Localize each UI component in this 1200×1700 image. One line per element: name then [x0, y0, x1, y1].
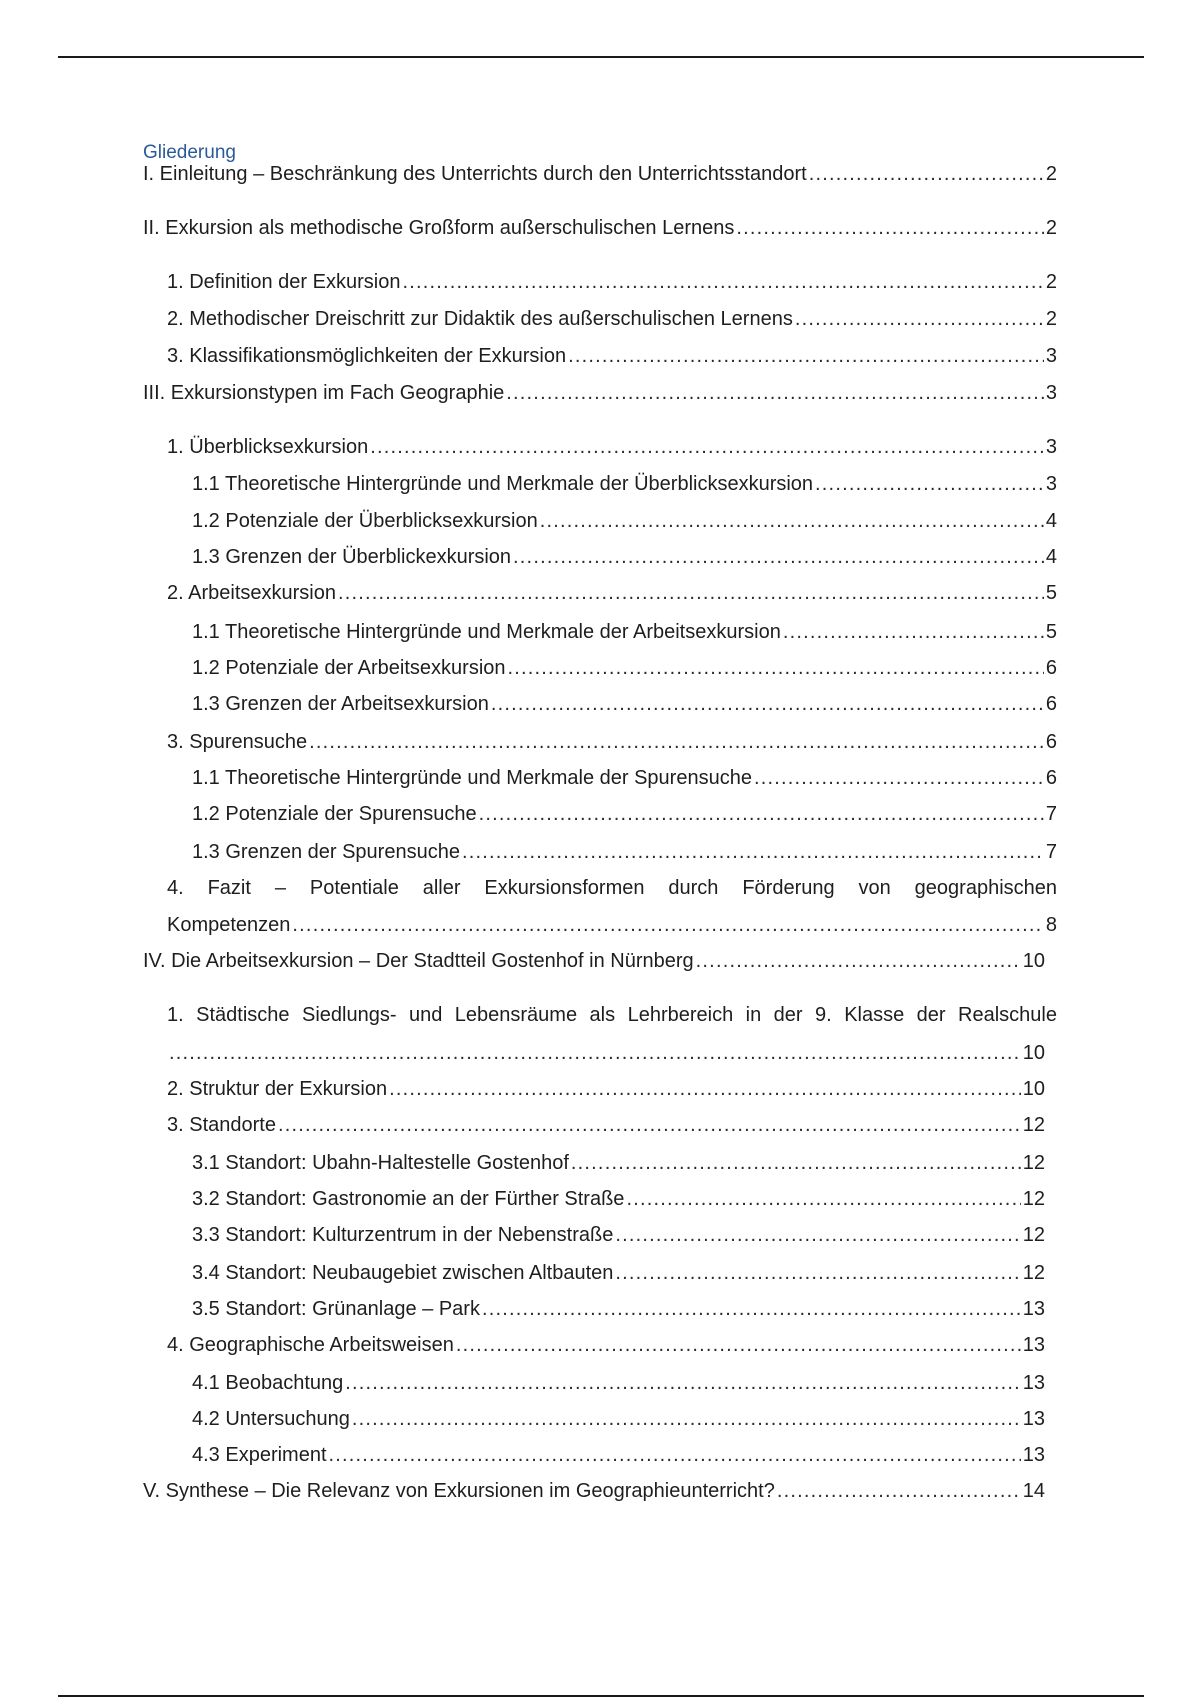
- toc-entry[interactable]: 1.1 Theoretische Hintergründe und Merkmale der Arbeitsexkursion ..... 5: [143, 617, 1057, 647]
- dot-leader: [615, 1220, 1020, 1250]
- toc-entry[interactable]: 4.3 Experiment ..... 13: [143, 1440, 1045, 1470]
- toc-entry[interactable]: V. Synthese – Die Relevanz von Exkursionen im Geographieunterricht? ..... 14: [143, 1476, 1045, 1506]
- dot-leader: [795, 304, 1044, 334]
- page-number: 13: [1022, 1408, 1045, 1430]
- toc-title: Gliederung: [143, 142, 236, 163]
- toc-entry[interactable]: 2. Arbeitsexkursion ..... 5: [143, 578, 1057, 608]
- page-number: 14: [1022, 1480, 1045, 1502]
- page-number: 2: [1045, 271, 1057, 293]
- toc-entry[interactable]: 3. Spurensuche ..... 6: [143, 727, 1057, 757]
- toc-entry[interactable]: 1.1 Theoretische Hintergründe und Merkmale der Spurensuche ..... 6: [143, 763, 1057, 793]
- toc-entry-line1[interactable]: 4. Fazit – Potentiale aller Exkursionsformen durch Förderung von geographischen: [167, 877, 1057, 899]
- toc-entry[interactable]: 3.1 Standort: Ubahn-Haltestelle Gostenhof ..... 12: [143, 1148, 1045, 1178]
- page-number: 7: [1045, 841, 1057, 863]
- dot-leader: [370, 432, 1044, 462]
- page-number: 6: [1045, 731, 1057, 753]
- dot-leader: [169, 1038, 1021, 1068]
- toc-entry[interactable]: 3.4 Standort: Neubaugebiet zwischen Altbauten ..... 12: [143, 1258, 1045, 1288]
- page-number: 10: [1022, 1078, 1045, 1100]
- dot-leader: [491, 689, 1044, 719]
- toc-entry[interactable]: 3. Klassifikationsmöglichkeiten der Exkursion ..... 3: [143, 341, 1057, 371]
- dot-leader: [615, 1258, 1020, 1288]
- dot-leader: [352, 1404, 1021, 1434]
- toc-entry[interactable]: III. Exkursionstypen im Fach Geographie ..... 3: [143, 378, 1057, 408]
- page-number: 6: [1045, 767, 1057, 789]
- toc-entry[interactable]: 1.3 Grenzen der Spurensuche ..... 7: [143, 837, 1057, 867]
- page-number: 10: [1022, 950, 1045, 972]
- toc-entry[interactable]: I. Einleitung – Beschränkung des Unterrichts durch den Unterrichtsstandort ..... 2: [143, 159, 1057, 189]
- page-number: 6: [1045, 657, 1057, 679]
- page-number: 7: [1045, 803, 1057, 825]
- page-number: 13: [1022, 1334, 1045, 1356]
- toc-entry[interactable]: 3.3 Standort: Kulturzentrum in der Nebenstraße ..... 12: [143, 1220, 1045, 1250]
- toc-entry[interactable]: IV. Die Arbeitsexkursion – Der Stadtteil Gostenhof in Nürnberg ..... 10: [143, 946, 1045, 976]
- toc-entry[interactable]: 1.2 Potenziale der Überblicksexkursion ..... 4: [143, 506, 1057, 536]
- toc-entry[interactable]: 4. Geographische Arbeitsweisen ..... 13: [143, 1330, 1045, 1360]
- page-number: 13: [1022, 1372, 1045, 1394]
- dot-leader: [462, 837, 1044, 867]
- toc-entry[interactable]: Kompetenzen ..... 8: [143, 910, 1057, 940]
- page-number: 12: [1022, 1224, 1045, 1246]
- toc-entry[interactable]: 1. Überblicksexkursion ..... 3: [143, 432, 1057, 462]
- page-number: 12: [1022, 1188, 1045, 1210]
- toc-entry[interactable]: [143, 1038, 1045, 1068]
- toc-entry[interactable]: 4.2 Untersuchung ..... 13: [143, 1404, 1045, 1434]
- page-number: 3: [1045, 345, 1057, 367]
- header-rule: [58, 56, 1144, 58]
- dot-leader: [482, 1294, 1021, 1324]
- page-number: 5: [1045, 582, 1057, 604]
- page-number: 3: [1045, 473, 1057, 495]
- toc-entry[interactable]: 3.5 Standort: Grünanlage – Park ..... 13: [143, 1294, 1045, 1324]
- page-number: 10: [1022, 1042, 1045, 1064]
- dot-leader: [540, 506, 1044, 536]
- dot-leader: [456, 1330, 1021, 1360]
- dot-leader: [754, 763, 1044, 793]
- toc-entry[interactable]: 3. Standorte ..... 12: [143, 1110, 1045, 1140]
- page-number: 2: [1045, 163, 1057, 185]
- dot-leader: [278, 1110, 1021, 1140]
- dot-leader: [571, 1148, 1021, 1178]
- page-number: 13: [1022, 1444, 1045, 1466]
- dot-leader: [568, 341, 1044, 371]
- dot-leader: [696, 946, 1021, 976]
- dot-leader: [345, 1368, 1021, 1398]
- dot-leader: [389, 1074, 1021, 1104]
- dot-leader: [736, 213, 1044, 243]
- toc-entry[interactable]: 1. Definition der Exkursion ..... 2: [143, 267, 1057, 297]
- toc-entry[interactable]: II. Exkursion als methodische Großform außerschulischen Lernens ..... 2: [143, 213, 1057, 243]
- page-number: 4: [1045, 546, 1057, 568]
- page-number: 5: [1045, 621, 1057, 643]
- dot-leader: [809, 159, 1044, 189]
- page-number: 3: [1045, 436, 1057, 458]
- dot-leader: [402, 267, 1043, 297]
- page-number: 12: [1022, 1152, 1045, 1174]
- page-number: 2: [1045, 217, 1057, 239]
- dot-leader: [479, 799, 1044, 829]
- page-number: 12: [1022, 1114, 1045, 1136]
- toc-entry[interactable]: 1.3 Grenzen der Überblickexkursion ..... 4: [143, 542, 1057, 572]
- page-number: 6: [1045, 693, 1057, 715]
- toc-entry[interactable]: 4.1 Beobachtung ..... 13: [143, 1368, 1045, 1398]
- dot-leader: [513, 542, 1044, 572]
- toc-entry[interactable]: 1.2 Potenziale der Arbeitsexkursion ..... 6: [143, 653, 1057, 683]
- page-number: 2: [1045, 308, 1057, 330]
- dot-leader: [626, 1184, 1020, 1214]
- page-number: 4: [1045, 510, 1057, 532]
- dot-leader: [338, 578, 1044, 608]
- dot-leader: [292, 910, 1043, 940]
- dot-leader: [506, 378, 1044, 408]
- dot-leader: [777, 1476, 1021, 1506]
- page-number: 12: [1022, 1262, 1045, 1284]
- toc-entry[interactable]: 3.2 Standort: Gastronomie an der Fürther Straße ..... 12: [143, 1184, 1045, 1214]
- page-number: 8: [1045, 914, 1057, 936]
- dot-leader: [783, 617, 1044, 647]
- dot-leader: [815, 469, 1044, 499]
- toc-entry[interactable]: 2. Methodischer Dreischritt zur Didaktik des außerschulischen Lernens ..... 2: [143, 304, 1057, 334]
- dot-leader: [508, 653, 1044, 683]
- toc-entry[interactable]: 1.3 Grenzen der Arbeitsexkursion ..... 6: [143, 689, 1057, 719]
- page-number: 13: [1022, 1298, 1045, 1320]
- footer-rule: [58, 1695, 1144, 1697]
- toc-entry[interactable]: 1.2 Potenziale der Spurensuche ..... 7: [143, 799, 1057, 829]
- toc-entry[interactable]: 1.1 Theoretische Hintergründe und Merkmale der Überblicksexkursion ..... 3: [143, 469, 1057, 499]
- page-number: 3: [1045, 382, 1057, 404]
- dot-leader: [329, 1440, 1021, 1470]
- toc-entry-line1[interactable]: 1. Städtische Siedlungs- und Lebensräume als Lehrbereich in der 9. Klasse der Realschule: [167, 1004, 1057, 1026]
- toc-entry[interactable]: 2. Struktur der Exkursion ..... 10: [143, 1074, 1045, 1104]
- dot-leader: [309, 727, 1044, 757]
